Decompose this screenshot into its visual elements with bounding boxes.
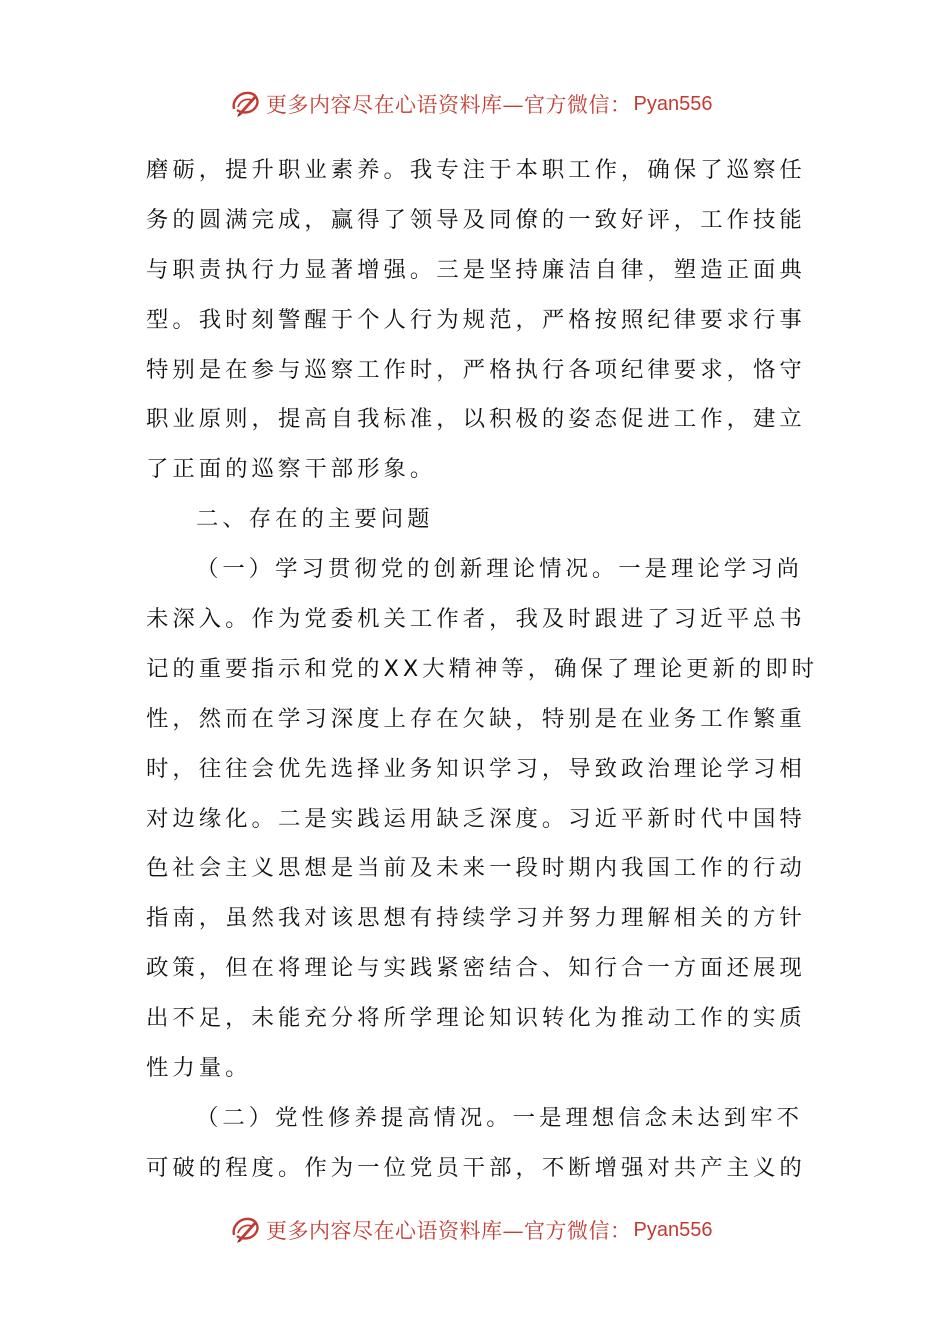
- document-body: [146, 146, 819, 1194]
- text-line: 记的重要指示和党的XX大精神等，确保了理论更新的即时: [146, 655, 819, 682]
- header-watermark: [228, 84, 712, 124]
- text-line: 特别是在参与巡察工作时，严格执行各项纪律要求，恪守: [146, 356, 806, 383]
- text-line: （二）党性修养提高情况。一是理想信念未达到牢不: [196, 1104, 803, 1131]
- text-line: （一）学习贯彻党的创新理论情况。一是理论学习尚: [196, 556, 803, 583]
- pen-swirl-logo-icon: [228, 1213, 262, 1247]
- text-line: 务的圆满完成，赢得了领导及同僚的一致好评，工作技能: [146, 206, 806, 233]
- text-line: 磨砺，提升职业素养。我专注于本职工作，确保了巡察任: [146, 157, 806, 183]
- paragraph: [146, 495, 806, 545]
- text-line: 可破的程度。作为一位党员干部，不断增强对共产主义的: [146, 1154, 806, 1181]
- watermark-wechat-id: Pyan556: [633, 1218, 713, 1241]
- text-line: 二、存在的主要问题: [196, 506, 434, 533]
- text-line: 政策，但在将理论与实践紧密结合、知行合一方面还展现: [146, 955, 806, 982]
- watermark-text: 更多内容尽在心语资料库—官方微信：: [266, 93, 632, 117]
- text-line: 了正面的巡察干部形象。: [146, 456, 437, 483]
- text-line: 未深入。作为党委机关工作者，我及时跟进了习近平总书: [146, 606, 806, 633]
- text-line: 与职责执行力显著增强。三是坚持廉洁自律，塑造正面典: [146, 256, 806, 283]
- watermark-text: 更多内容尽在心语资料库—官方微信：: [266, 1219, 632, 1243]
- text-line: 性力量。: [146, 1055, 252, 1082]
- paragraph: [146, 146, 806, 495]
- text-line: 出不足，未能充分将所学理论知识转化为推动工作的实质: [146, 1005, 806, 1032]
- text-line: 色社会主义思想是当前及未来一段时期内我国工作的行动: [146, 855, 806, 882]
- pen-swirl-logo-icon: [228, 87, 262, 121]
- text-line: 型。我时刻警醒于个人行为规范，严格按照纪律要求行事: [146, 306, 806, 333]
- paragraph: [146, 1094, 806, 1194]
- text-line: 性，然而在学习深度上存在欠缺，特别是在业务工作繁重: [146, 705, 806, 732]
- text-line: 对边缘化。二是实践运用缺乏深度。习近平新时代中国特: [146, 805, 806, 832]
- text-line: 指南，虽然我对该思想有持续学习并努力理解相关的方针: [146, 905, 806, 932]
- footer-watermark: [228, 1210, 712, 1250]
- text-line: 时，往往会优先选择业务知识学习，导致政治理论学习相: [146, 755, 806, 782]
- watermark-wechat-id: Pyan556: [633, 92, 713, 115]
- text-line: 职业原则，提高自我标准，以积极的姿态促进工作，建立: [146, 406, 806, 433]
- paragraph: [146, 545, 819, 1094]
